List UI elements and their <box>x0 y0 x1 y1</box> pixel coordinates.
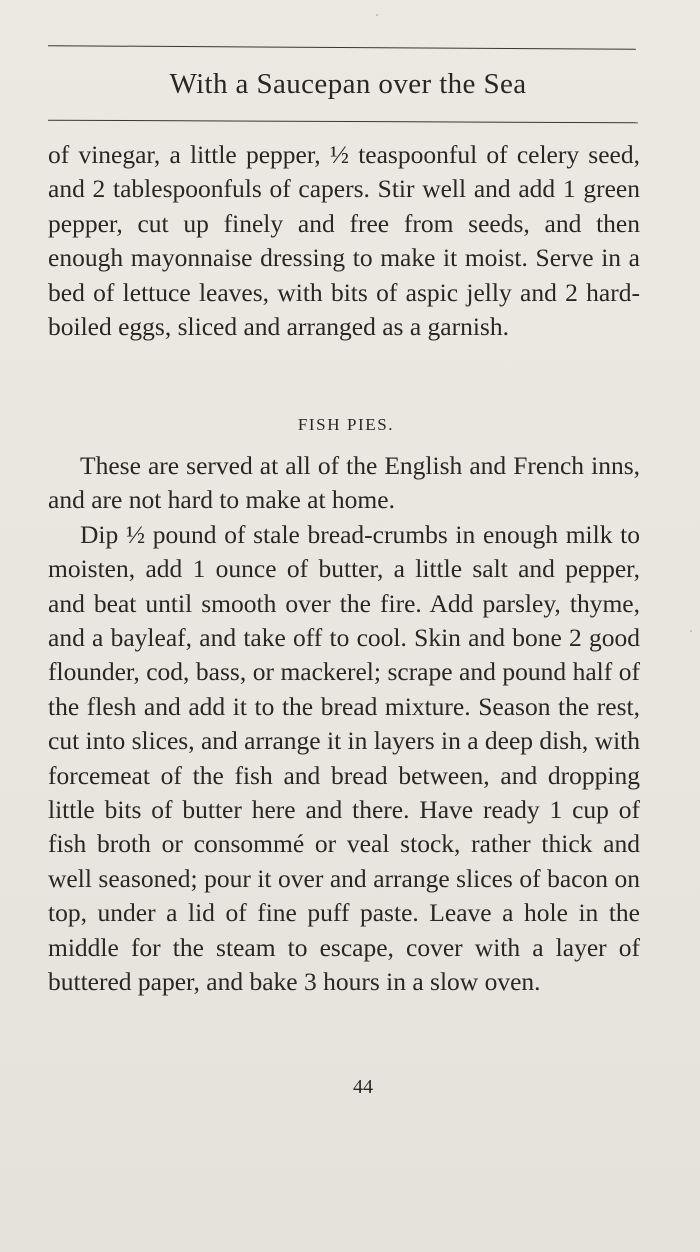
body-paragraph: These are served at all of the English and French inns, and are not hard to make at home. <box>48 451 640 515</box>
header-rule-top <box>48 45 636 50</box>
body-paragraph: Dip ½ pound of stale bread-crumbs in enough milk to moisten, add 1 ounce of butter, a little salt and pepper, and beat until smooth over the fire. Add parsley, thyme, and a bayleaf, and take off to cool. Skin and bone 2 good flounder, cod, bass, or mackerel; scrape and pound half of the flesh and add it to the bread mixture. Season the rest, cut into slices, and arrange it in layers in a deep dish, with forcemeat of the fish and bread between, and dropping little bits of butter here and there. Have ready 1 cup of fish broth or consommé or veal stock, rather thick and well seasoned; pour it over and arrange slices of bacon on top, under a lid of fine puff paste. Leave a hole in the middle for the steam to escape, cover with a layer of buttered paper, and bake 3 hours in a slow oven. <box>48 519 641 997</box>
page-number: 44 <box>353 1076 373 1098</box>
header-rule-bottom <box>48 120 638 124</box>
continued-paragraph: of vinegar, a little pepper, ½ teaspoonful of celery seed, and 2 tablespoonfuls of capers. Stir well and add 1 green pepper, cut up finely and free from seeds, and then enough mayonnaise dressing to make it moist. Serve in a bed of lettuce leaves, with bits of aspic jelly and 2 hard-boiled eggs, sliced and arranged as a garnish. <box>48 140 640 342</box>
paper-speck <box>376 14 378 16</box>
continued-text-block <box>48 138 640 344</box>
fish-pies-text-block <box>48 449 640 1000</box>
section-title: FISH PIES. <box>297 415 395 434</box>
paper-speck <box>690 630 692 632</box>
running-head: With a Saucepan over the Sea <box>169 68 527 100</box>
